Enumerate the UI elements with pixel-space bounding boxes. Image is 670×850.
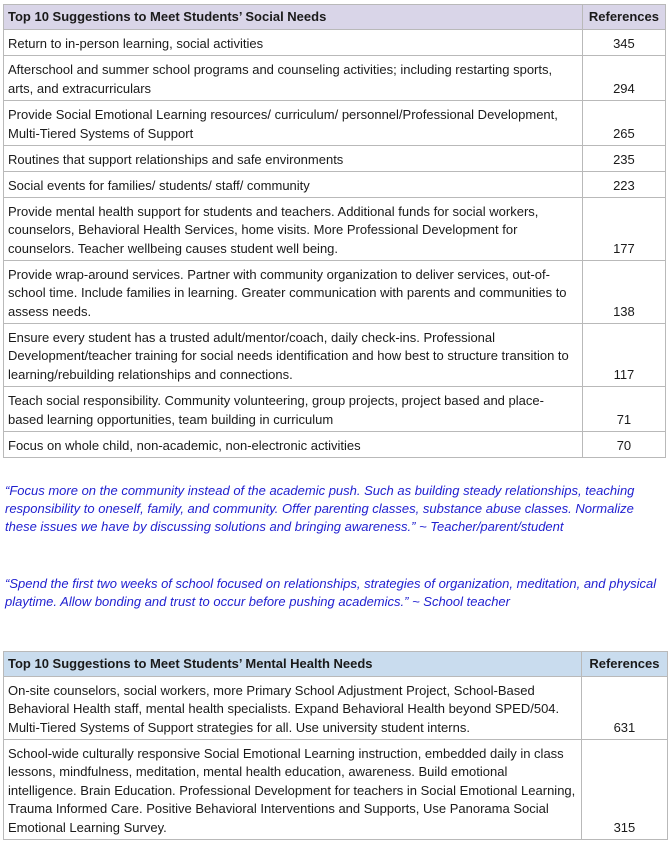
table-row — [4, 432, 666, 458]
suggestion-cell: Social events for families/ students/ staff/ community — [4, 172, 583, 198]
suggestion-cell: Routines that support relationships and safe environments — [4, 146, 583, 172]
references-cell: 345 — [582, 30, 665, 56]
suggestion-cell: Return to in-person learning, social activities — [4, 30, 583, 56]
suggestion-cell: Teach social responsibility. Community volunteering, group projects, project based and place-based learning opportunities, team building in curriculum — [4, 387, 583, 432]
references-cell: 70 — [582, 432, 665, 458]
table-row — [4, 324, 666, 387]
references-cell: 235 — [582, 146, 665, 172]
mental-health-needs-table — [3, 651, 668, 840]
table-row — [4, 387, 666, 432]
table-header-row — [4, 5, 666, 30]
table-row — [4, 740, 668, 840]
table-row — [4, 198, 666, 261]
references-cell: 265 — [582, 101, 665, 146]
table-row — [4, 146, 666, 172]
social-needs-table — [3, 4, 666, 458]
suggestion-cell: Focus on whole child, non-academic, non-electronic activities — [4, 432, 583, 458]
suggestion-cell: Provide wrap-around services. Partner with community organization to deliver services, out-of-school time. Include families in learning. Greater communication with parents and communities to assess needs. — [4, 261, 583, 324]
suggestions-column-header: Top 10 Suggestions to Meet Students’ Social Needs — [4, 5, 583, 30]
suggestion-cell: School-wide culturally responsive Social Emotional Learning instruction, embedded daily in class lessons, mindfulness, meditation, mental health education, awareness. Build emotional intelligence. Brain Education. Professional Development for teachers in Social Emotional Learning, Trauma Informed Care. Positive Behavioral Interventions and Supports, Use Panorama Social Emotional Learning Survey. — [4, 740, 582, 840]
references-cell: 138 — [582, 261, 665, 324]
table-row — [4, 677, 668, 740]
references-cell: 294 — [582, 56, 665, 101]
suggestion-cell: Provide mental health support for students and teachers. Additional funds for social workers, counselors, Behavioral Health Services, home visits. More Professional Development for counselors. Teacher wellbeing causes student well being. — [4, 198, 583, 261]
table-row — [4, 172, 666, 198]
suggestion-cell: Afterschool and summer school programs and counseling activities; including restarting sports, arts, and extracurriculars — [4, 56, 583, 101]
table-row — [4, 30, 666, 56]
references-cell: 631 — [581, 677, 667, 740]
references-column-header: References — [581, 652, 667, 677]
references-column-header: References — [582, 5, 665, 30]
table-row — [4, 56, 666, 101]
suggestions-column-header: Top 10 Suggestions to Meet Students’ Mental Health Needs — [4, 652, 582, 677]
references-cell: 71 — [582, 387, 665, 432]
references-cell: 177 — [582, 198, 665, 261]
references-cell: 223 — [582, 172, 665, 198]
quote-teacher-parent-student: “Focus more on the community instead of the academic push. Such as building steady relationships, teaching responsibility to oneself, family, and community. Offer parenting classes, substance abuse classes. Normalize these issues we have by discussing solutions and bringing awareness.” ~ Teacher/parent/student — [5, 483, 635, 535]
suggestion-cell: Ensure every student has a trusted adult/mentor/coach, daily check-ins. Professional Development/teacher training for social needs identification and how best to structure transition to learning/rebuilding relationships and connections. — [4, 324, 583, 387]
suggestion-cell: On-site counselors, social workers, more Primary School Adjustment Project, School-Based Behavioral Health staff, mental health specialists. Expand Behavioral Health beyond SPED/504. Multi-Tiered Systems of Support strategies for all. Use university student interns. — [4, 677, 582, 740]
table-row — [4, 101, 666, 146]
references-cell: 315 — [581, 740, 667, 840]
references-cell: 117 — [582, 324, 665, 387]
table-row — [4, 261, 666, 324]
table-header-row — [4, 652, 668, 677]
quote-school-teacher: “Spend the first two weeks of school focused on relationships, strategies of organization, meditation, and physical playtime. Allow bonding and trust to occur before pushing academics.” ~ School teacher — [5, 576, 657, 610]
suggestion-cell: Provide Social Emotional Learning resources/ curriculum/ personnel/Professional Development, Multi-Tiered Systems of Support — [4, 101, 583, 146]
